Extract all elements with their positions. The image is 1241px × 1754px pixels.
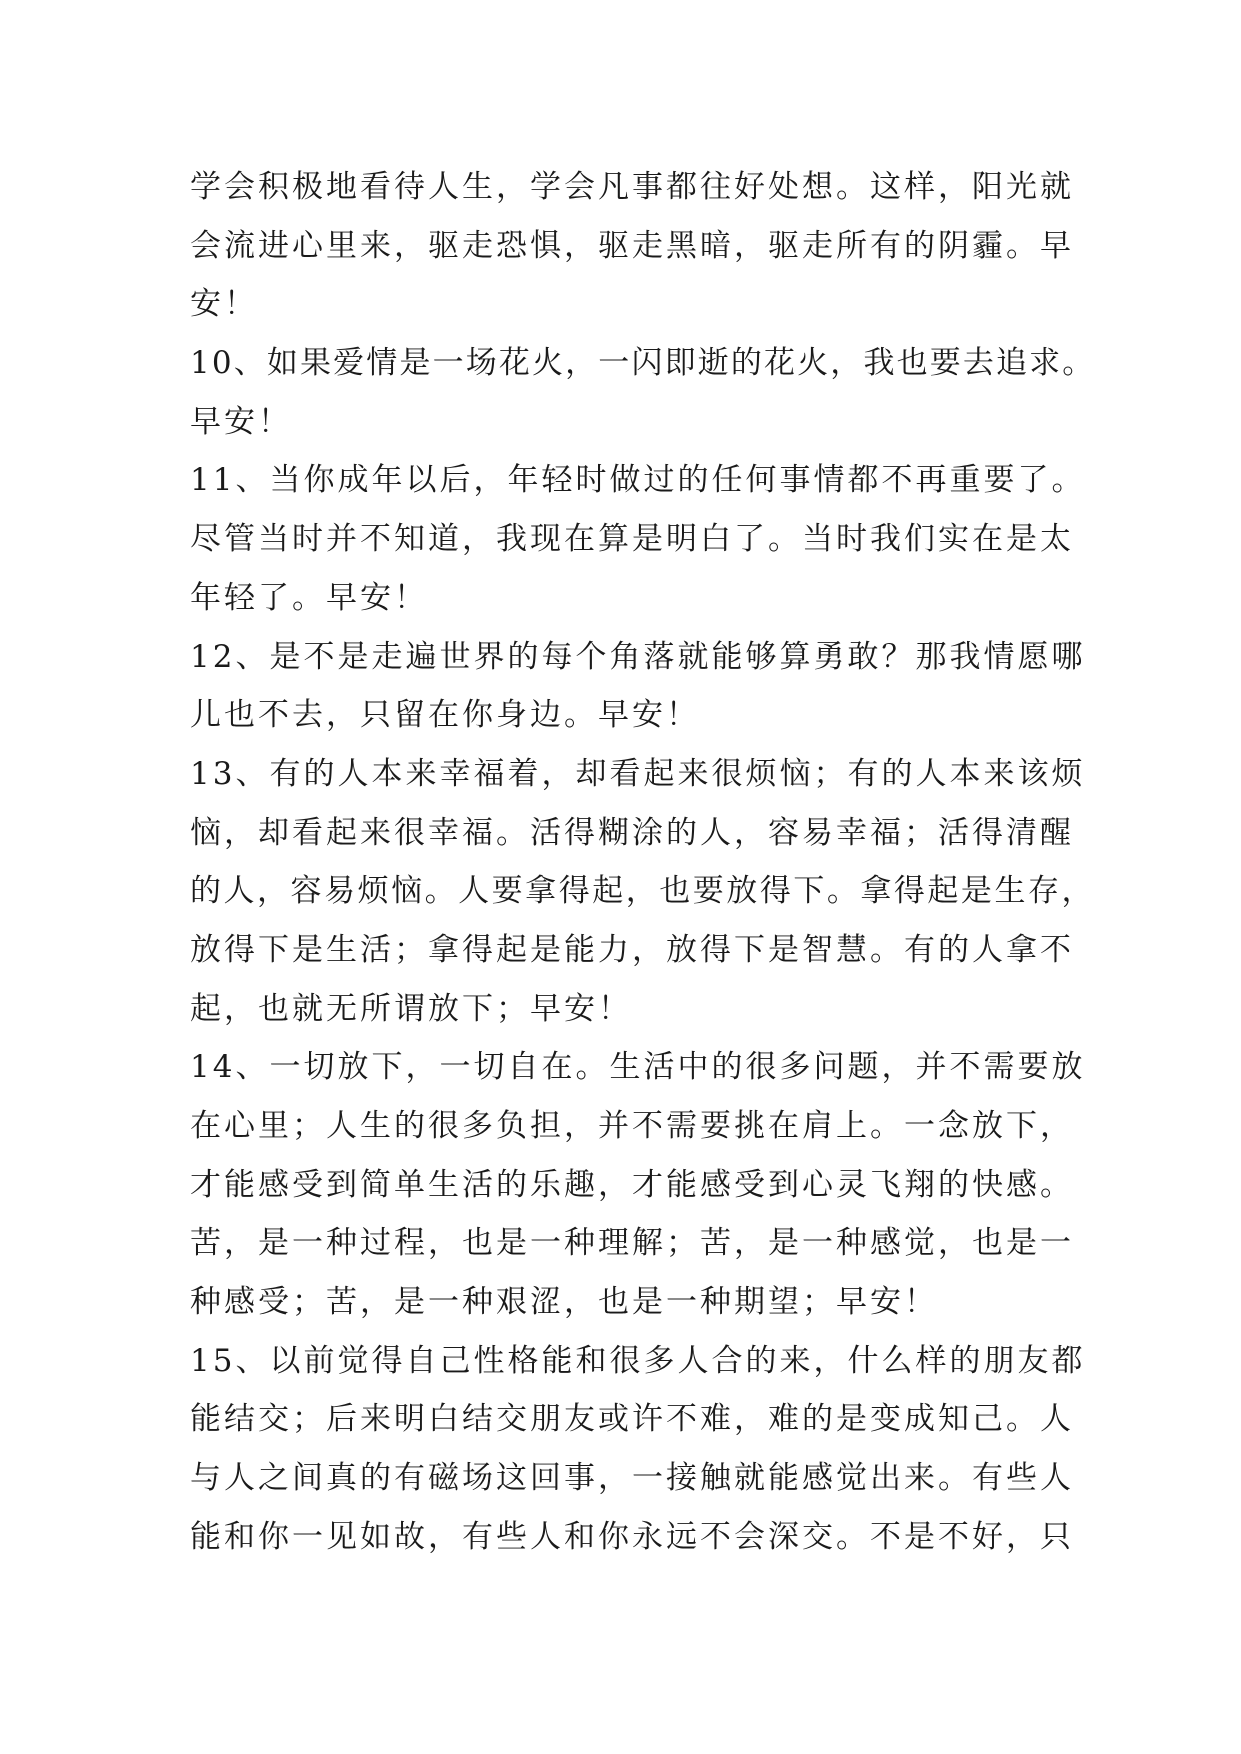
text-line-14: 放得下是生活；拿得起是能力，放得下是智慧。有的人拿不 <box>190 931 1074 968</box>
text-line-15: 起，也就无所谓放下；早安！ <box>190 990 632 1027</box>
text-line-23: 与人之间真的有磁场这回事，一接触就能感觉出来。有些人 <box>190 1460 1074 1497</box>
text-line-3: 安！ <box>190 286 258 323</box>
text-line-19: 苦，是一种过程，也是一种理解；苦，是一种感觉，也是一 <box>190 1225 1074 1262</box>
text-line-17: 在心里；人生的很多负担，并不需要挑在肩上。一念放下， <box>190 1108 1074 1144</box>
text-line-8: 年轻了。早安！ <box>190 579 428 616</box>
text-line-6: 11、当你成年以后，年轻时做过的任何事情都不再重要了。 <box>190 462 1086 499</box>
text-line-24: 能和你一见如故，有些人和你永远不会深交。不是不好，只 <box>190 1518 1074 1555</box>
body-text <box>190 158 1096 1567</box>
text-line-11: 13、有的人本来幸福着，却看起来很烦恼；有的人本来该烦 <box>190 755 1086 792</box>
text-line-2: 会流进心里来，驱走恐惧，驱走黑暗，驱走所有的阴霾。早 <box>190 227 1074 264</box>
text-line-5: 早安！ <box>190 403 292 440</box>
text-line-13: 的人，容易烦恼。人要拿得起，也要放得下。拿得起是生存， <box>190 873 1095 910</box>
text-line-20: 种感受；苦，是一种艰涩，也是一种期望；早安！ <box>190 1284 938 1321</box>
text-line-7: 尽管当时并不知道，我现在算是明白了。当时我们实在是太 <box>190 521 1074 558</box>
text-line-10: 儿也不去，只留在你身边。早安！ <box>190 697 700 734</box>
text-line-21: 15、以前觉得自己性格能和很多人合的来，什么样的朋友都 <box>190 1342 1086 1379</box>
text-line-16: 14、一切放下，一切自在。生活中的很多问题，并不需要放 <box>190 1049 1086 1086</box>
text-line-9: 12、是不是走遍世界的每个角落就能够算勇敢？那我情愿哪 <box>190 638 1086 675</box>
text-line-12: 恼，却看起来很幸福。活得糊涂的人，容易幸福；活得清醒 <box>190 814 1074 851</box>
text-line-18: 才能感受到简单生活的乐趣，才能感受到心灵飞翔的快感。 <box>190 1166 1074 1203</box>
text-line-4: 10、如果爱情是一场花火，一闪即逝的花火，我也要去追求。 <box>190 345 1096 382</box>
text-line-1: 学会积极地看待人生，学会凡事都往好处想。这样，阳光就 <box>190 169 1074 205</box>
text-line-22: 能结交；后来明白结交朋友或许不难，难的是变成知己。人 <box>190 1401 1074 1438</box>
